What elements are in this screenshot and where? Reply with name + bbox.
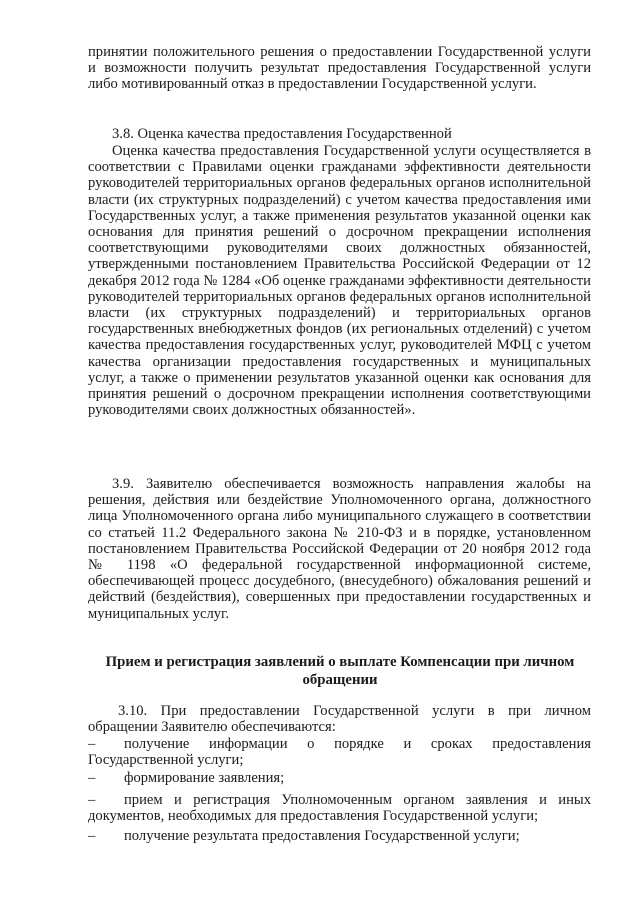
paragraph-quality-assessment: Оценка качества предоставления Государственной услуги осуществляется в соответствии с Правилами оценки гражданами эффективности деятельности руководителей территориальных органов федеральных органов исполнительной власти (их структурных подразделений) с учетом качества предоставления ими Государственных услуг, а также применения результатов указанной оценки как основания для принятия решений о досрочном прекращении исполнения соответствующими руководителями своих должностных обязанностей, утвержденными постановлением Правительства Российской Федерации от 12 декабря 2012 года № 1284 «Об оценке гражданами эффективности деятельности руководителей территориальных органов федеральных органов исполнительной власти (их структурных подразделений) и территориальных органов государственных внебюджетных фондов (их региональных отделений) с учетом качества предоставления государственных услуг, руководителей МФЦ с учетом качества организации предоставления государственных и муниципальных услуг, а также о применении результатов указанной оценки как основания для принятия решений о досрочном прекращении исполнения соответствующими руководителями своих должностных обязанностей». <box>88 143 591 419</box>
list-dash: – <box>88 770 96 786</box>
paragraph-3-10: 3.10. При предоставлении Государственной услуги в при личном обращении Заявителю обеспечиваются: <box>88 703 591 736</box>
list-dash: – <box>88 792 96 808</box>
list-item-text: получение информации о порядке и сроках предоставления Государственной услуги; <box>88 736 591 769</box>
list-item <box>88 736 591 768</box>
paragraph-3-9-complaint: 3.9. Заявителю обеспечивается возможность направления жалобы на решения, действия или бездействие Уполномоченного органа, должностного лица Уполномоченного органа либо муниципального служащего в соответствии со статьей 11.2 Федерального закона № 210-ФЗ и в порядке, установленном постановлением Правительства Российской Федерации от 20 ноября 2012 года № 1198 «О федеральной государственной информационной системе, обеспечивающей процесс досудебного, (внесудебного) обжалования решений и действий (бездействия), совершенных при предоставлении государственных и муниципальных услуг. <box>88 476 591 622</box>
list-item-text: получение результата предоставления Государственной услуги; <box>124 828 520 844</box>
list-dash: – <box>88 828 96 844</box>
list-item-text: формирование заявления; <box>124 770 285 786</box>
paragraph-decision: принятии положительного решения о предоставлении Государственной услуги и возможности получить результат предоставления Государственной услуги либо мотивированный отказ в предоставлении Государственной услуги. <box>88 44 591 93</box>
list-item <box>88 770 591 786</box>
list-item <box>88 792 591 824</box>
section-heading: Прием и регистрация заявлений о выплате Компенсации при личном обращении <box>105 654 575 688</box>
list-dash: – <box>88 736 96 752</box>
list-item-text: прием и регистрация Уполномоченным органом заявления и иных документов, необходимых для предоставления Государственной услуги; <box>88 792 591 825</box>
list-item <box>88 828 591 844</box>
section-3-8-title: 3.8. Оценка качества предоставления Государственной <box>112 126 452 142</box>
